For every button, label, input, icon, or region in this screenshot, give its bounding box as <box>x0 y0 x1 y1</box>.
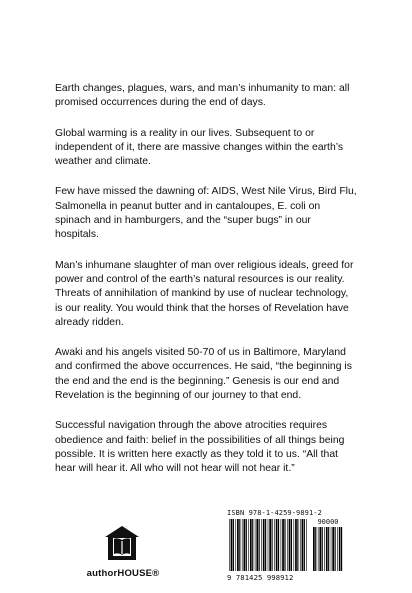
barcode-bar <box>244 519 246 571</box>
isbn-text: ISBN 978-1-4259-9891-2 <box>227 509 322 517</box>
barcode-bar <box>231 519 233 571</box>
publisher-name: authorHOUSE® <box>86 568 160 579</box>
barcode-bar <box>265 519 266 571</box>
barcode-bar <box>315 527 316 571</box>
paragraph-4: Man’s inhumane slaughter of man over religious ideals, greed for power and control of the earth’s natural resources is our reality. Threats of annihilation of mankind by use of nuclear technology, is our reality. You would think that the horses of Revelation have already ridden. <box>55 259 354 328</box>
barcode-bar <box>306 519 307 571</box>
barcode-bar <box>326 527 328 571</box>
barcode-bar <box>287 519 288 571</box>
barcode-bar <box>294 519 295 571</box>
barcode-bar <box>289 519 291 571</box>
barcode-bar <box>233 519 234 571</box>
barcode-bar <box>237 519 239 571</box>
barcode-bar <box>337 527 338 571</box>
barcode-bar <box>250 519 252 571</box>
barcode-bar <box>291 519 292 571</box>
barcode-bar <box>246 519 247 571</box>
paragraph-1: Earth changes, plagues, wars, and man’s inhumanity to man: all promised occurrences during the end of days. <box>55 83 350 109</box>
ean-number: 9 781425 998912 <box>227 573 294 582</box>
barcode-bar <box>269 519 271 571</box>
barcode-bar <box>229 519 230 571</box>
barcode-bar <box>276 519 278 571</box>
barcode-bar <box>322 527 323 571</box>
barcode-bar <box>282 519 284 571</box>
barcode-bar <box>235 519 236 571</box>
barcode-bar <box>259 519 260 571</box>
barcode-bar <box>272 519 273 571</box>
barcode-bar <box>341 527 342 571</box>
barcode-bar <box>242 519 243 571</box>
paragraph-3: Few have missed the dawning of: AIDS, West Nile Virus, Bird Flu, Salmonella in peanut butter and in cantaloupes, E. coli on spinach and in hamburgers, and the “super bugs” in our hospitals. <box>55 186 357 241</box>
paragraph-6: Successful navigation through the above atrocities requires obedience and faith: belief in the possibilities of all things being possible. It is written here exactly as they told it to us. “All that hear will hear it. All who will not hear will not hear it.” <box>55 420 345 475</box>
barcode-bar <box>297 519 298 571</box>
barcode-bar <box>332 527 334 571</box>
barcode-bar <box>261 519 262 571</box>
barcode-bar <box>339 527 341 571</box>
barcode-bar <box>319 527 321 571</box>
barcode-bar <box>328 527 329 571</box>
paragraph-5: Awaki and his angels visited 50-70 of us in Baltimore, Maryland and confirmed the above occurrences. He said, “the beginning is the end and the end is the beginning.” Genesis is our end and Revelation is the beginning of our journey to that end. <box>55 347 352 402</box>
barcode-bar <box>284 519 285 571</box>
barcode-bar <box>313 527 315 571</box>
barcode-bar <box>252 519 253 571</box>
barcode-bar <box>268 519 269 571</box>
back-cover-text <box>55 82 357 493</box>
barcode-bar <box>255 519 256 571</box>
paragraph-2: Global warming is a reality in our lives. Subsequent to or independent of it, there are massive changes within the earth’s weather and climate. <box>55 127 344 168</box>
barcode-bar <box>335 527 336 571</box>
barcode-bar <box>304 519 305 571</box>
barcode-bar <box>274 519 275 571</box>
barcode-bar <box>239 519 240 571</box>
barcode-bar <box>300 519 301 571</box>
barcode-bar <box>256 519 258 571</box>
addon-barcode-bars <box>313 527 343 571</box>
ean-barcode-bars <box>229 519 309 571</box>
house-book-logo-icon <box>102 524 142 564</box>
barcode-bar <box>278 519 279 571</box>
barcode-bar <box>302 519 304 571</box>
barcode-bar <box>318 527 319 571</box>
barcode-bar <box>281 519 282 571</box>
barcode-bar <box>331 527 332 571</box>
barcode-bar <box>324 527 325 571</box>
barcode-bar <box>263 519 265 571</box>
barcode-bar <box>248 519 249 571</box>
publisher-logo <box>80 524 166 584</box>
addon-number: 90000 <box>317 518 339 526</box>
isbn-barcode <box>227 509 345 585</box>
barcode-bar <box>295 519 297 571</box>
